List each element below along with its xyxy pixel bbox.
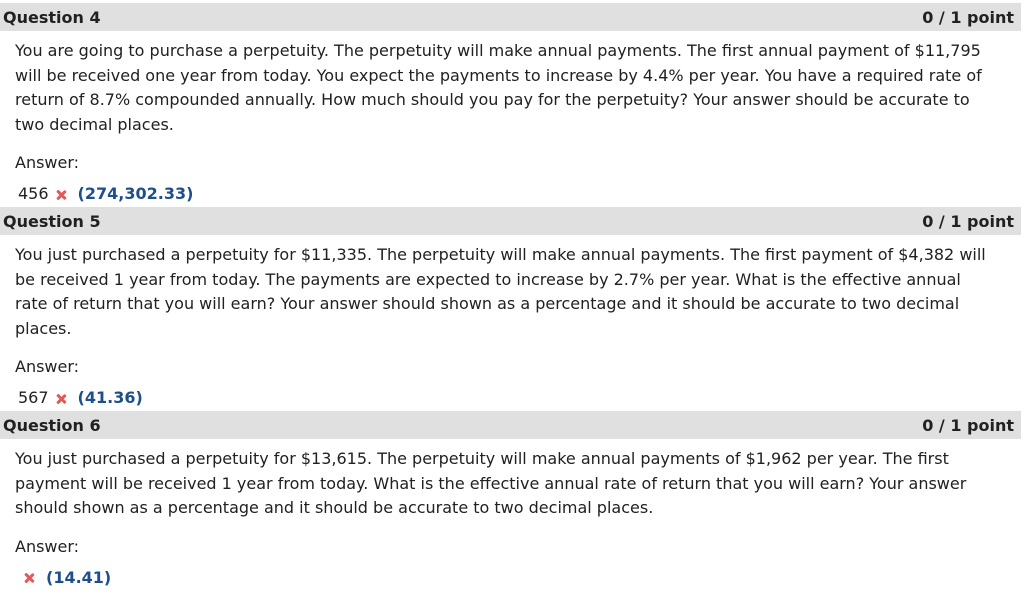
question-title: Question 5	[3, 211, 101, 231]
question-4	[0, 3, 1024, 203]
answer-row	[0, 568, 1024, 587]
submitted-answer: 567	[18, 388, 49, 407]
question-title: Question 6	[3, 415, 101, 435]
answer-row	[0, 388, 1024, 407]
question-header	[0, 411, 1021, 439]
incorrect-x-icon	[56, 394, 66, 404]
question-text: You are going to purchase a perpetuity. The perpetuity will make annual payments. The first annual payment of $11,795 will be received one year from today. You expect the payments to increase by 4.4% per year. You have a required rate of return of 8.7% compounded annually. How much should you pay for the perpetuity? Your answer should be accurate to two decimal places.	[15, 41, 982, 134]
question-points: 0 / 1 point	[922, 7, 1014, 27]
answer-label: Answer:	[15, 357, 80, 376]
question-header	[0, 3, 1021, 31]
answer-row	[0, 184, 1024, 203]
correct-answer: (14.41)	[46, 567, 112, 587]
question-header	[0, 207, 1021, 235]
answer-label: Answer:	[15, 153, 80, 172]
question-5	[0, 207, 1024, 407]
correct-answer: (41.36)	[77, 388, 143, 407]
question-title: Question 4	[3, 7, 101, 27]
question-text: You just purchased a perpetuity for $11,335. The perpetuity will make annual payments. The first payment of $4,382 will be received 1 year from today. The payments are expected to increase by 2.7% per year. What is the effective annual rate of return that you will earn? Your answer should shown as a percentage and it should be accurate to two decimal places.	[15, 245, 986, 338]
submitted-answer: 456	[18, 184, 49, 203]
question-6	[0, 411, 1024, 587]
incorrect-x-icon	[24, 573, 34, 583]
correct-answer: (274,302.33)	[77, 184, 194, 203]
question-points: 0 / 1 point	[922, 211, 1014, 231]
question-points: 0 / 1 point	[922, 415, 1014, 435]
question-text: You just purchased a perpetuity for $13,615. The perpetuity will make annual payments of $1,962 per year. The first payment will be received 1 year from today. What is the effective annual rate of return that you will earn? Your answer should shown as a percentage and it should be accurate to two decimal places.	[15, 449, 967, 517]
answer-label: Answer:	[15, 536, 80, 556]
incorrect-x-icon	[56, 190, 66, 200]
